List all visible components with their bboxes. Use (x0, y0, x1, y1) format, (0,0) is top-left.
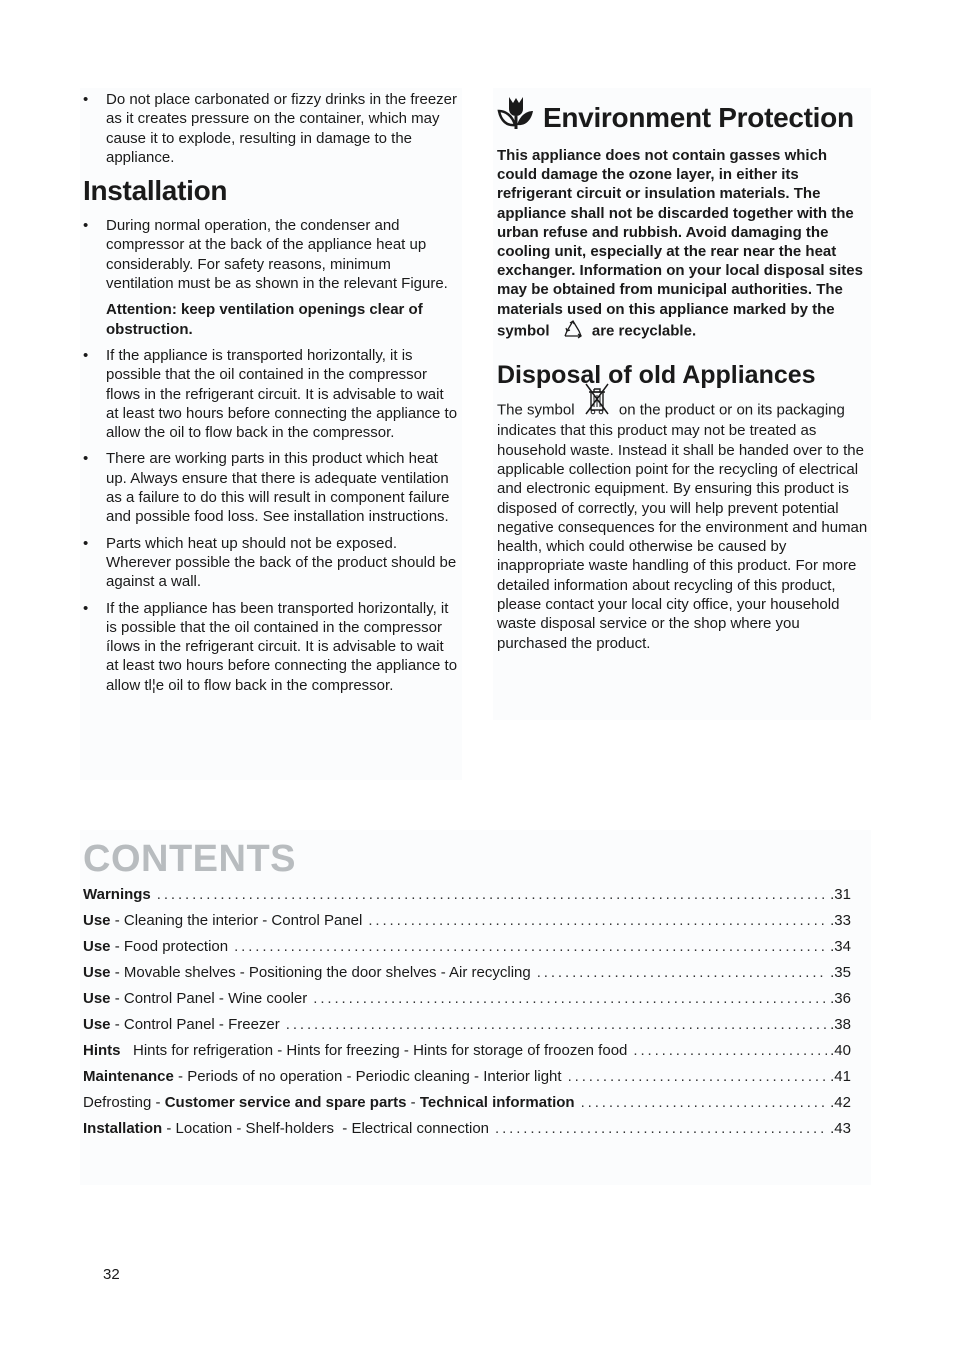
attention-note: Attention: keep ventilation openings clear of obstruction. (106, 301, 423, 338)
toc-page-number: .43 (830, 1120, 851, 1137)
toc-normal-part: - Movable shelves - Positioning the door shelves - Air recycling (110, 964, 531, 981)
toc-normal-part: - Location - Shelf-holders - Electrical connection (162, 1120, 490, 1137)
toc-entry-text (83, 990, 307, 1007)
toc-normal-part: Defrosting - (83, 1094, 165, 1111)
toc-bold-part: Use (83, 938, 111, 955)
installation-list-cont (83, 346, 458, 695)
toc-normal-part: - (406, 1094, 420, 1111)
installation-bullet-4: • Parts which heat up should not be exposed. Wherever possible the back of the product should be against a wall. (83, 534, 458, 592)
toc-entry-text (83, 1016, 280, 1033)
toc-entry-text (83, 938, 228, 955)
toc-entry-text (83, 964, 531, 981)
toc-normal-part: - Control Panel - Freezer (110, 1016, 280, 1033)
toc-page-number: .35 (830, 964, 851, 981)
toc-entry-text (83, 886, 151, 903)
toc-entry-text (83, 1042, 627, 1059)
disposal-text-start: The symbol (497, 401, 575, 419)
table-of-contents (83, 886, 851, 1146)
toc-normal-part: - Cleaning the interior - Control Panel (110, 912, 363, 929)
env-text (497, 146, 871, 344)
toc-row (83, 964, 851, 990)
toc-leader-dots (368, 912, 827, 929)
toc-bold-part: Use (83, 990, 111, 1007)
toc-leader-dots (537, 964, 827, 981)
toc-leader-dots (157, 886, 827, 903)
toc-leader-dots (568, 1068, 828, 1085)
toc-page-number: .36 (830, 990, 851, 1007)
toc-page-number: .33 (830, 912, 851, 929)
env-text-main: This appliance does not contain gasses which could damage the ozone layer, in either its refrigerant circuit or insulation materials. The appliance shall not be discarded together with the urban refuse and rubbish. Avoid damaging the cooling unit, especially at the rear near the heat exchanger. Information on your local disposal sites may be obtained from municipal authorities. The materials used on this appliance marked by the symbol (497, 147, 863, 340)
env-text-end: are recyclable. (591, 322, 697, 340)
toc-row (83, 990, 851, 1016)
toc-entry-text (83, 1094, 575, 1111)
toc-row (83, 886, 851, 912)
toc-row (83, 1068, 851, 1094)
toc-bold-part: Installation (83, 1120, 163, 1137)
toc-bold-part: Use (83, 912, 111, 929)
installation-list (83, 216, 458, 293)
toc-entry-text (83, 912, 362, 929)
toc-leader-dots (581, 1094, 828, 1111)
toc-normal-part: - Control Panel - Wine cooler (110, 990, 308, 1007)
toc-leader-dots (633, 1042, 827, 1059)
toc-row (83, 1042, 851, 1068)
toc-row (83, 1094, 851, 1120)
installation-bullet-1: • During normal operation, the condenser and compressor at the back of the appliance heat up considerably. For safety reasons, minimum ventilation must be as shown in the relevant Figure. (83, 216, 458, 293)
toc-leader-dots (495, 1120, 827, 1137)
toc-row (83, 1120, 851, 1146)
toc-normal-part: - Food protection (110, 938, 229, 955)
installation-bullet-3: • There are working parts in this product which heat up. Always ensure that there is adequate ventilation as a failure to do this will result in component failure and possible food loss. See installation instructions. (83, 449, 458, 526)
installation-bullet-2: • If the appliance is transported horizontally, it is possible that the oil contained in the compressor flows in the refrigerant circuit. It is advisable to wait at least two hours before connecting the appliance to allow the oil to flow back in the compressor. (83, 346, 458, 442)
installation-heading: Installation (83, 175, 228, 207)
left-column (83, 90, 458, 702)
toc-bold-part: Maintenance (83, 1068, 174, 1085)
intro-bullet: • Do not place carbonated or fizzy drinks in the freezer as it creates pressure on the container, which may cause it to explode, resulting in damage to the appliance. (83, 90, 458, 167)
contents-title: CONTENTS (83, 838, 296, 880)
env-heading: Environment Protection (543, 101, 854, 133)
toc-row (83, 1016, 851, 1042)
toc-page-number: .31 (830, 886, 851, 903)
toc-row (83, 938, 851, 964)
toc-leader-dots (313, 990, 827, 1007)
toc-entry-text (83, 1120, 489, 1137)
installation-bullet-5: • If the appliance has been transported horizontally, it is possible that the oil contained in the compressor ílows in the refrigerant circuit. It is advisable to wait at least two hours before connecting the appliance to allow tl¦e oil to flow back in the compressor. (83, 599, 458, 695)
toc-bold-part: Use (83, 1016, 111, 1033)
toc-bold-part: Technical information (419, 1094, 575, 1111)
recycle-icon (562, 319, 584, 344)
toc-page-number: .41 (830, 1068, 851, 1085)
toc-page-number: .40 (830, 1042, 851, 1059)
disposal-text-main: on the product or on its packaging indicates that this product may not be treated as household waste. Instead it shall be handed over to the applicable collection point for the recycling of electrical and electronic equipment. By ensuring this product is disposed of correctly, you will help prevent potential negative consequences for the environment and human health, which could otherwise be caused by inappropriate waste handling of this product. For more detailed information about recycling of this product, please contact your local city office, your household waste disposal service or the shop where you purchased the product. (497, 401, 868, 652)
toc-normal-part: - Periods of no operation - Periodic cleaning - Interior light (173, 1068, 562, 1085)
disposal-heading: Disposal of old Appliances (497, 361, 816, 390)
toc-bold-part: Hints (83, 1042, 121, 1059)
toc-leader-dots (234, 938, 827, 955)
toc-page-number: .42 (830, 1094, 851, 1111)
toc-page-number: .34 (830, 938, 851, 955)
toc-bold-part: Warnings (83, 886, 151, 903)
intro-list (83, 90, 458, 167)
disposal-text (497, 400, 871, 653)
toc-page-number: .38 (830, 1016, 851, 1033)
toc-normal-part: Hints for refrigeration - Hints for freezing - Hints for storage of froozen food (120, 1042, 628, 1059)
toc-bold-part: Customer service and spare parts (164, 1094, 407, 1111)
crossed-bin-icon (583, 382, 611, 421)
toc-bold-part: Use (83, 964, 111, 981)
toc-row (83, 912, 851, 938)
flower-eco-icon (497, 95, 543, 140)
right-column (497, 95, 871, 653)
env-heading-row (497, 95, 871, 140)
toc-entry-text (83, 1068, 562, 1085)
toc-leader-dots (286, 1016, 827, 1033)
page-number: 32 (103, 1266, 120, 1283)
